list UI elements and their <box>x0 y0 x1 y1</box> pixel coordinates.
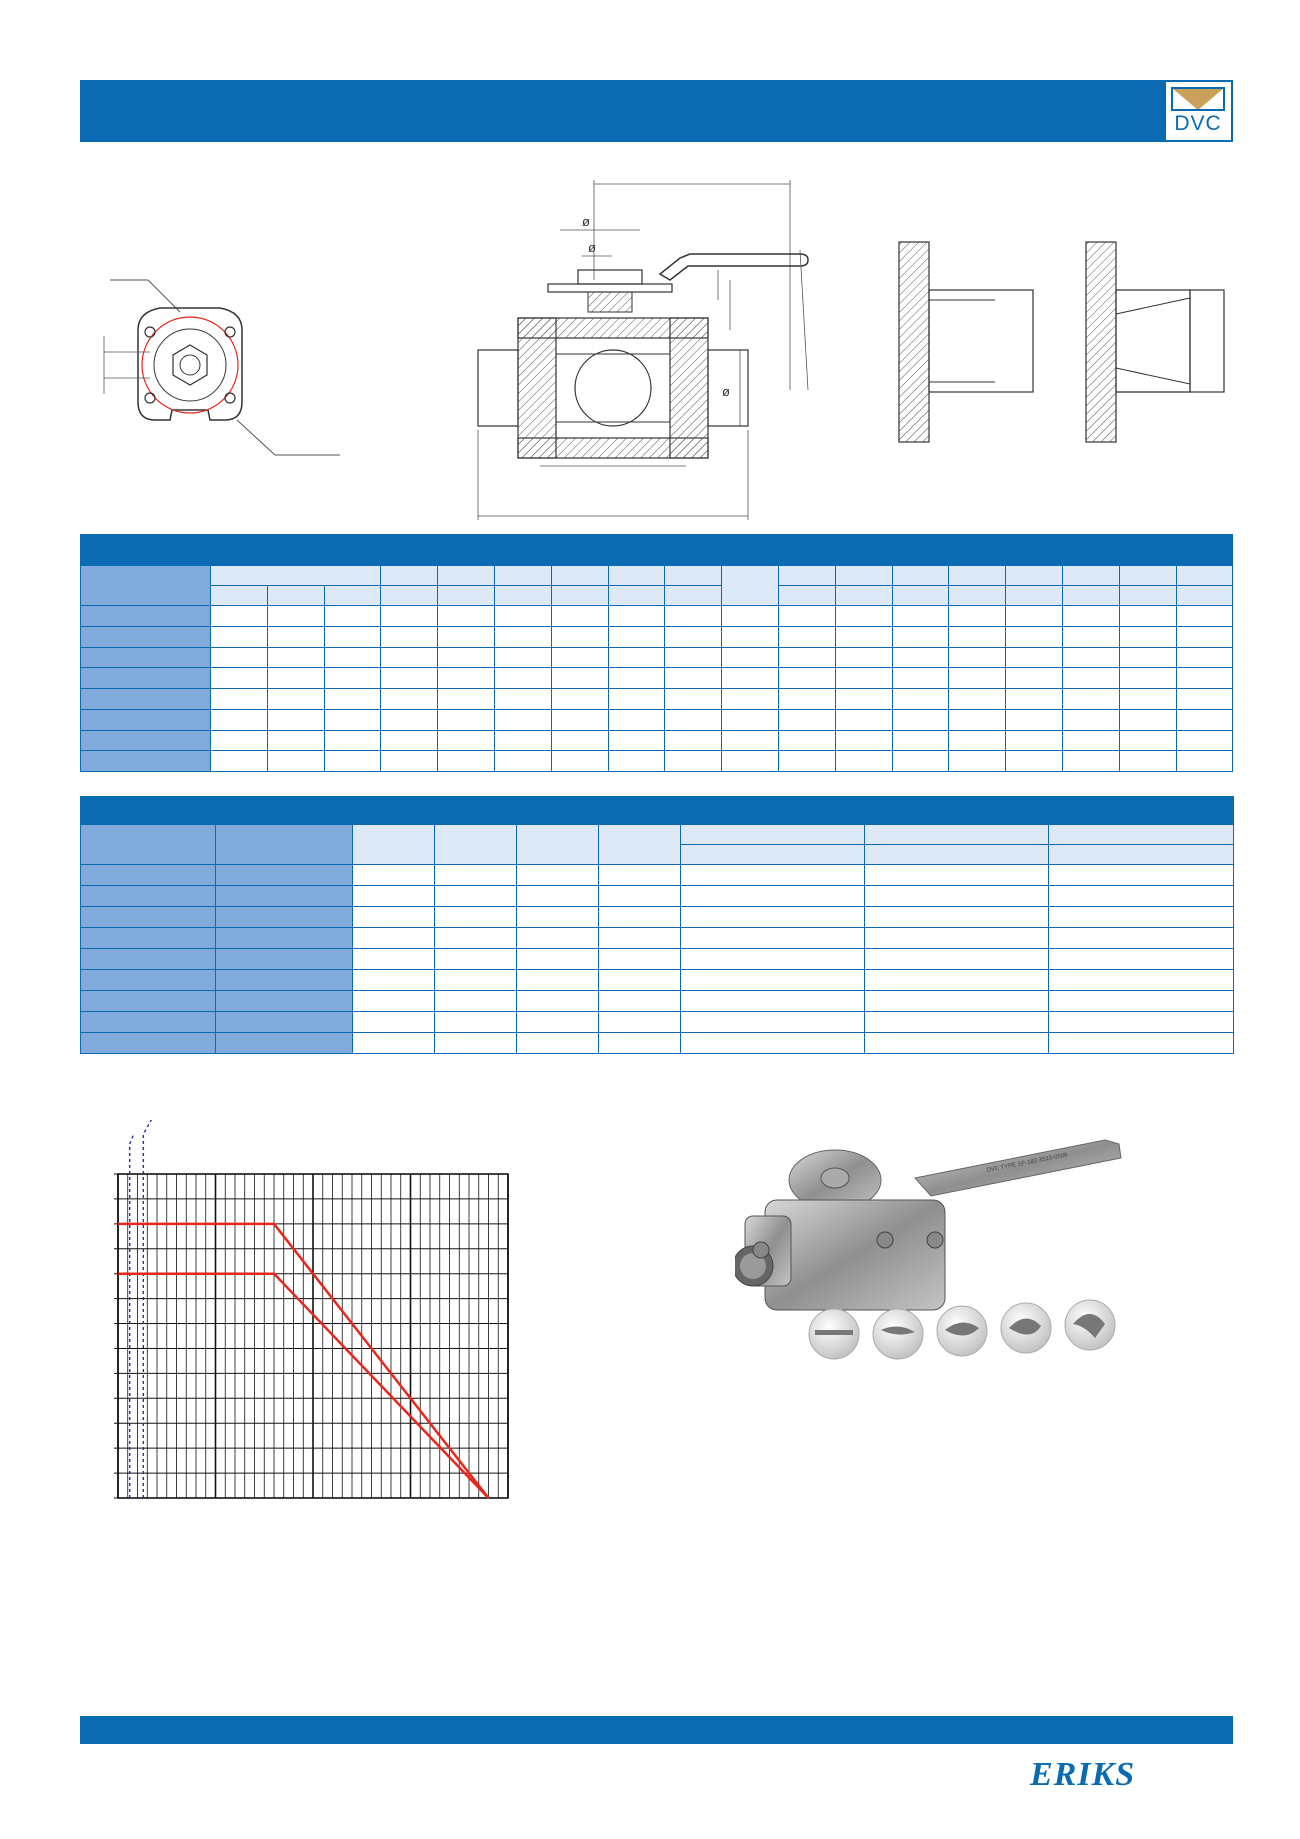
table-row <box>81 991 1234 1012</box>
table-header-cell <box>1006 535 1233 566</box>
table-row <box>81 689 1233 710</box>
table-row <box>81 626 1233 647</box>
table-header-cell <box>81 535 211 566</box>
svg-text:ø: ø <box>582 214 590 229</box>
svg-text:ø: ø <box>722 384 730 399</box>
header-bar <box>80 80 1233 142</box>
table-header-cell <box>722 535 1006 566</box>
logo-text: DVC <box>1174 112 1222 135</box>
table-row <box>81 1033 1234 1054</box>
table-row <box>81 949 1234 970</box>
table-row <box>81 1012 1234 1033</box>
chart-reference-line <box>130 1134 134 1498</box>
table-row <box>81 730 1233 751</box>
table-row <box>81 928 1234 949</box>
table-row <box>81 907 1234 928</box>
front-view-drawing <box>470 170 810 522</box>
table-row <box>81 751 1233 772</box>
table-row-label <box>81 566 211 606</box>
table-row <box>81 668 1233 689</box>
flange-socket-drawing <box>895 240 1045 446</box>
torque-table <box>80 796 1234 1054</box>
pressure-temperature-chart <box>100 1120 600 1580</box>
footer-bar <box>80 1716 1233 1744</box>
dimensions-table <box>80 534 1233 772</box>
svg-text:ø: ø <box>588 240 596 255</box>
table-row <box>81 709 1233 730</box>
table-row <box>81 970 1234 991</box>
table-header-cell <box>211 535 722 566</box>
table-row <box>81 886 1234 907</box>
dvc-logo <box>1164 80 1233 142</box>
table-row <box>81 647 1233 668</box>
handle-engraving: DVC TYPE SF-180 3S15-0506 <box>986 1152 1069 1174</box>
table-row <box>81 606 1233 627</box>
flange-weld-drawing <box>1082 240 1232 446</box>
product-photo <box>735 1120 1135 1370</box>
table-row <box>81 865 1234 886</box>
eriks-logo: ERIKS <box>1030 1756 1136 1793</box>
top-view-drawing <box>90 270 350 470</box>
